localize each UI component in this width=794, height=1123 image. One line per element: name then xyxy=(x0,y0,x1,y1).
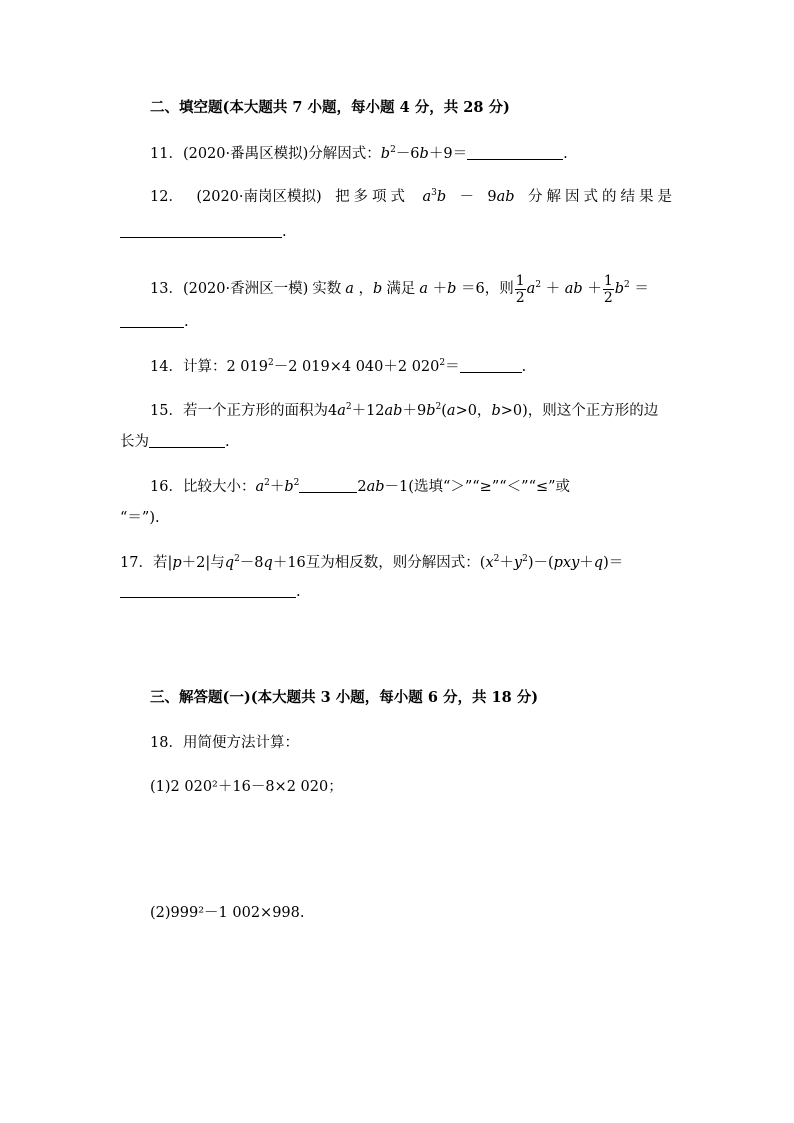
fraction-one-half: $\frac{1}{2}$ xyxy=(515,272,525,306)
answer-blank-14[interactable] xyxy=(460,358,522,373)
question-13-number: 13． xyxy=(150,281,183,297)
section-2-heading: 二、填空题(本大题共 7 小题，每小题 4 分，共 28 分) xyxy=(150,99,510,116)
fraction-one-half: $\frac{1}{2}$ xyxy=(603,272,613,306)
answer-blank-13[interactable] xyxy=(120,313,184,328)
answer-blank-11[interactable] xyxy=(467,145,563,160)
question-16-text-a: 比较大小： xyxy=(182,479,256,495)
section-3-heading: 三、解答题(一)(本大题共 3 小题，每小题 6 分，共 18 分) xyxy=(150,689,539,706)
answer-blank-16[interactable] xyxy=(299,478,357,493)
question-17-answer-line: . xyxy=(120,582,301,602)
question-15: 15．若一个正方形的面积为$4a^2+12ab+9b^2(a>0$，b>0)，则这个正方形的边 xyxy=(150,402,659,419)
question-13: 13． (2020·香洲区一模) 实数 a ，b 满足 a ＋b ＝6 ，则 $\frac{1}{2}$ $a^2$ ＋ ab ＋ $\frac{1}{2}$ $b^2$ ＝ xyxy=(150,272,649,306)
question-15-line-2: 长为 . xyxy=(120,434,230,450)
question-12: 12． (2020·南岗区模拟) 把多项式 $a^3b$ － 9ab 分解因式的结果是 xyxy=(150,188,676,205)
question-16: 16．比较大小：$a^2+b^2$ 2ab－1(选填“＞”“≥”“＜”“≤”或 xyxy=(150,478,571,495)
answer-blank-17[interactable] xyxy=(120,583,296,598)
question-18-part-2: (2)999²－1 002×998. xyxy=(150,905,305,921)
question-18 xyxy=(150,733,299,753)
answer-blank-15[interactable] xyxy=(149,433,225,448)
question-18-part-1: (1)2 020²＋16－8×2 020； xyxy=(150,779,343,795)
question-13-text-c: ，则 xyxy=(484,281,514,297)
question-18-number: 18． xyxy=(150,735,183,751)
question-15-text-c: 长为 xyxy=(120,434,149,450)
question-17-text-b: 与 xyxy=(210,555,225,571)
question-18-text: 用简便方法计算： xyxy=(182,735,299,751)
question-16-text-c: “＝”). xyxy=(120,510,160,526)
question-11-source: (2020·番禺区模拟) xyxy=(182,146,309,162)
question-17-number: 17． xyxy=(120,555,153,571)
question-12-source: (2020·南岗区模拟) xyxy=(196,189,322,205)
question-17: 17．若|p＋2|与$q^2-8q+16$互为相反数，则分解因式：$(x^2+y^2)-(pxy+q)=$ xyxy=(120,554,624,571)
question-16-line-2 xyxy=(120,508,160,528)
question-11: 11．(2020·番禺区模拟)分解因式：$b^2-6b+9=$ . xyxy=(150,145,568,162)
question-13-source: (2020·香洲区一模) xyxy=(182,281,309,297)
question-17-text-c: 互为相反数，则分解因式： xyxy=(305,555,480,571)
question-15-text-a: 若一个正方形的面积为 xyxy=(182,403,328,419)
question-11-number: 11． xyxy=(150,146,183,162)
question-12-number: 12． xyxy=(150,189,183,205)
question-14: 14．计算：2 $019^2-2$ 019×4 040＋2 $020^2=$ . xyxy=(150,358,527,375)
question-16-text-b: (选填“＞”“≥”“＜”“≤”或 xyxy=(408,479,571,495)
question-12-text-a: 把多项式 xyxy=(335,189,410,205)
answer-blank-12[interactable] xyxy=(120,223,282,238)
question-11-text: 分解因式： xyxy=(308,146,381,162)
question-14-number: 14． xyxy=(150,359,183,375)
question-17-text-a: 若 xyxy=(152,555,168,571)
question-15-text-b: ，则这个正方形的边 xyxy=(527,403,659,419)
question-13-text-b: 满足 xyxy=(386,281,416,297)
question-12-text-b: 分解因式的结果是 xyxy=(527,189,676,205)
question-12-answer-line: . xyxy=(120,222,287,242)
question-16-number: 16． xyxy=(150,479,183,495)
question-15-number: 15． xyxy=(150,403,183,419)
question-14-text: 计算： xyxy=(182,359,227,375)
question-13-text-a: 实数 xyxy=(312,281,342,297)
question-13-answer-line: . xyxy=(120,312,189,332)
